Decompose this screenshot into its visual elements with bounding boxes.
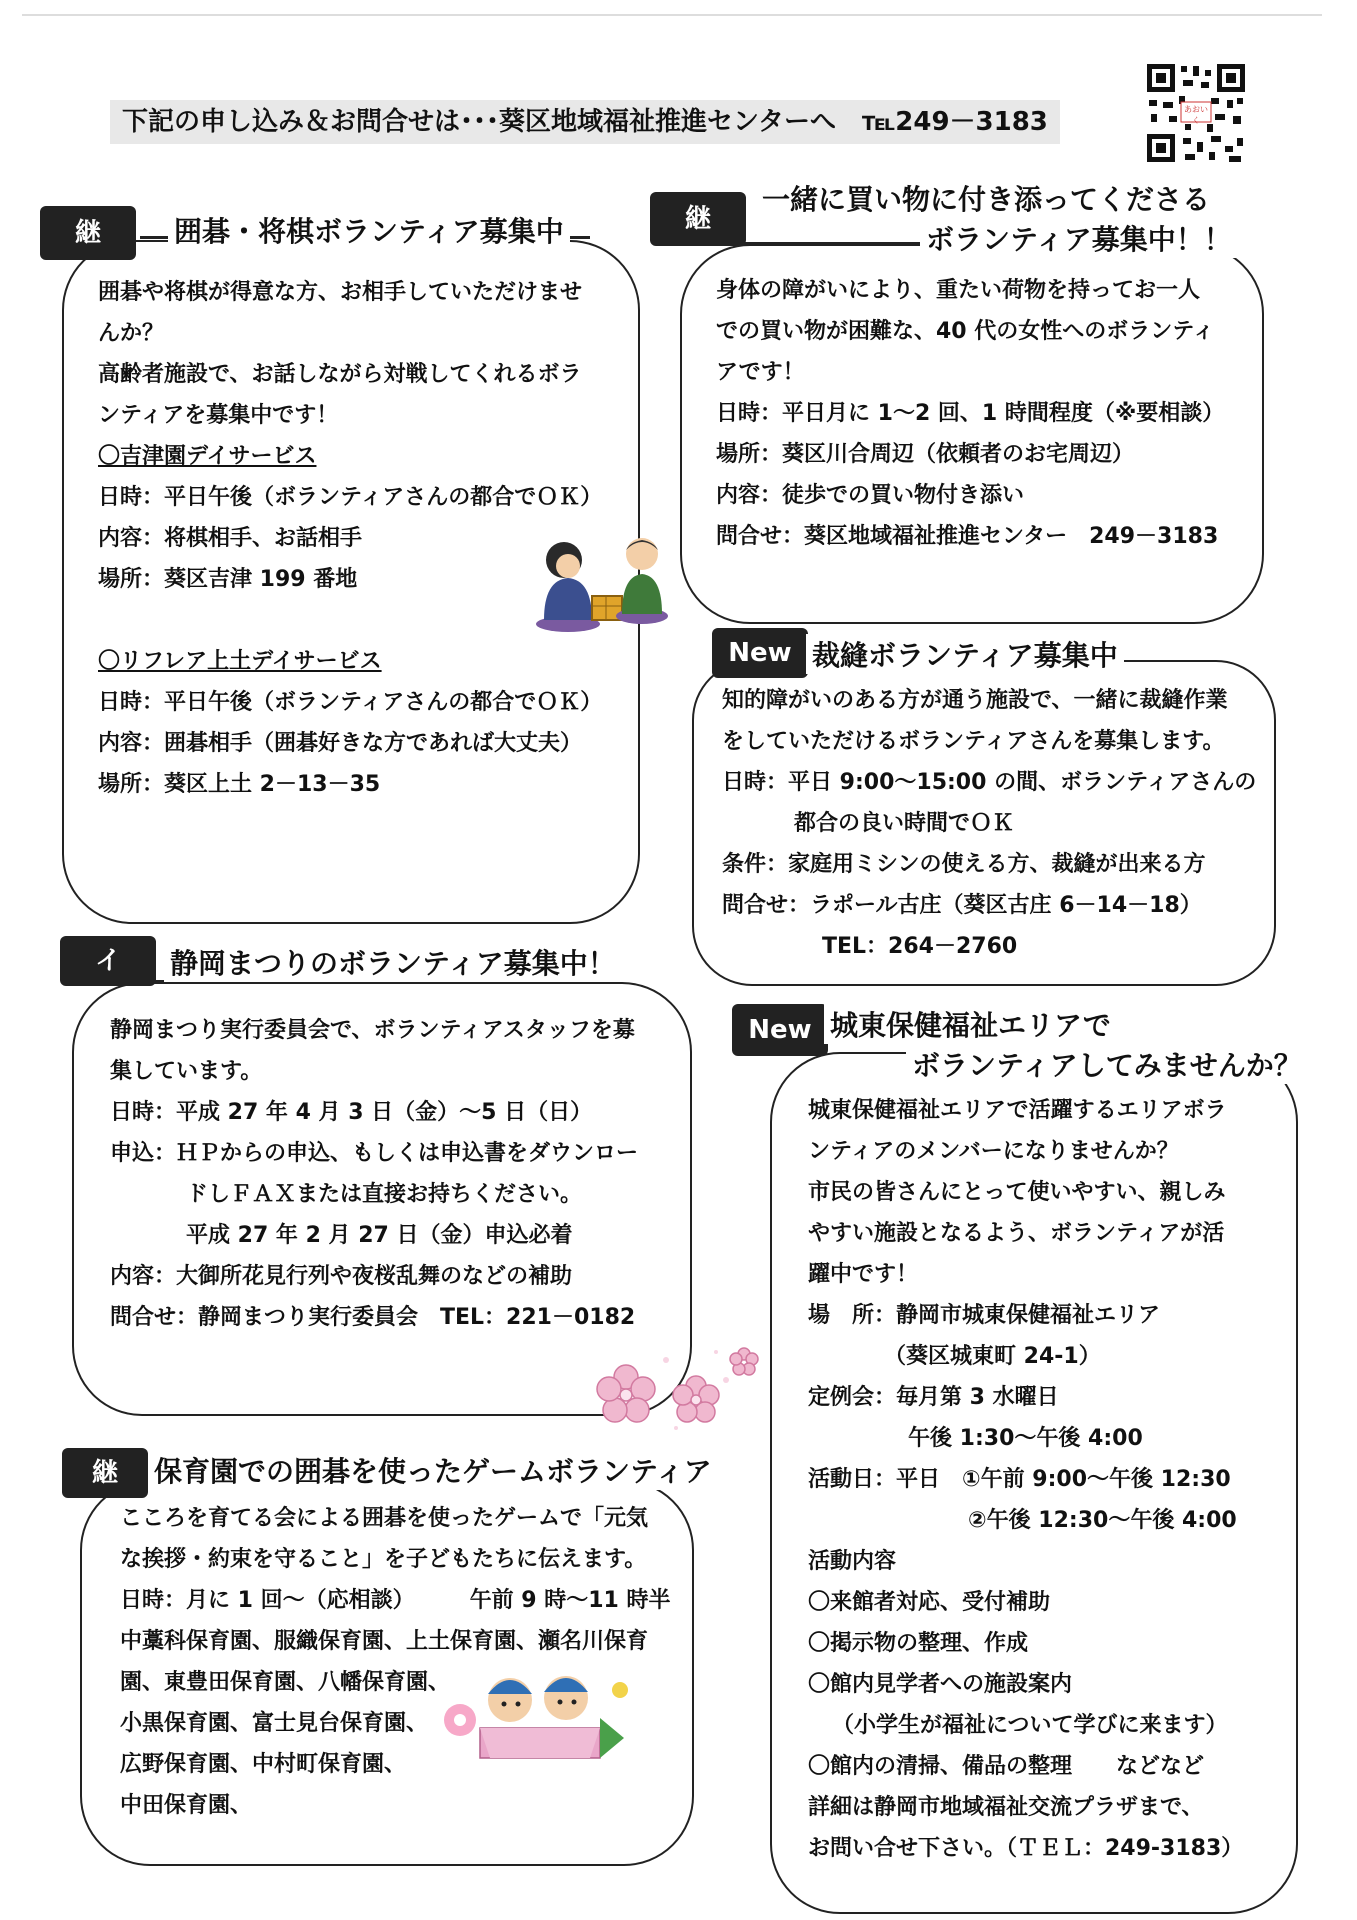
- festival-line: 集しています。: [110, 1059, 263, 1084]
- nursery-tag: 継: [62, 1448, 148, 1498]
- jotoh-line: お問い合せ下さい。（ＴＥＬ：249-3183）: [808, 1836, 1244, 1861]
- jotoh-line: 〇来館者対応、受付補助: [808, 1590, 1051, 1615]
- igo-line: 囲碁や将棋が得意な方、お相手していただけませ: [98, 280, 583, 305]
- igo-body: [98, 272, 602, 805]
- sewing-line: 知的障がいのある方が通う施設で、一緒に裁縫作業: [722, 688, 1228, 713]
- cherry-blossom-icon: [586, 1340, 766, 1440]
- igo-line: 内容：将棋相手、お話相手: [98, 526, 363, 551]
- qr-code-icon: [1145, 62, 1247, 164]
- nursery-line: 広野保育園、中村町保育園、: [120, 1752, 407, 1777]
- nursery-line: 小黒保育園、富士見台保育園、: [120, 1711, 429, 1736]
- festival-line: 内容：大御所花見行列や夜桜乱舞のなどの補助: [110, 1264, 573, 1289]
- sewing-title: 裁縫ボランティア募集中: [806, 634, 1124, 674]
- jotoh-line: 〇館内見学者への施設案内: [808, 1672, 1073, 1697]
- nursery-line: 中田保育園、: [120, 1793, 253, 1818]
- sewing-line: 日時：平日 9:00～15:00 の間、ボランティアさんの: [722, 770, 1257, 795]
- jotoh-line: 市民の皆さんにとって使いやすい、親しみ: [808, 1180, 1226, 1205]
- shopping-title-2: ボランティア募集中！！: [920, 218, 1238, 258]
- jotoh-tag: New: [732, 1004, 828, 1056]
- jotoh-line: 躍中です！: [808, 1262, 919, 1287]
- jotoh-line: やすい施設となるよう、ボランティアが活: [808, 1221, 1225, 1246]
- jotoh-line: 活動内容: [808, 1549, 897, 1574]
- jotoh-line: 詳細は静岡市地域福祉交流プラザまで、: [808, 1795, 1204, 1820]
- shopping-line: 身体の障がいにより、重たい荷物を持ってお一人: [716, 278, 1201, 303]
- shopping-line: での買い物が困難な、40 代の女性へのボランティ: [716, 319, 1215, 344]
- igo-line: 日時：平日午後（ボランティアさんの都合でＯＫ）: [98, 485, 603, 510]
- nursery-line: 園、東豊田保育園、八幡保育園、: [120, 1670, 451, 1695]
- jotoh-line: （小学生が福祉について学びに来ます）: [832, 1713, 1228, 1738]
- sewing-line: 問合せ：ラポール古庄（葵区古庄 6－14－18）: [722, 893, 1202, 918]
- igo-line: 高齢者施設で、お話しながら対戦してくれるボラ: [98, 362, 582, 387]
- nursery-line: 日時：月に 1 回～（応相談） 午前 9 時～11 時半: [120, 1588, 671, 1613]
- igo-line: 内容：囲碁相手（囲碁好きな方であれば大丈夫）: [98, 731, 583, 756]
- shopping-line: 問合せ：葵区地域福祉推進センター 249－3183: [716, 524, 1219, 549]
- jotoh-title-2: ボランティアしてみませんか？: [906, 1044, 1308, 1084]
- igo-line: 日時：平日午後（ボランティアさんの都合でＯＫ）: [98, 690, 603, 715]
- festival-line: ドしＦＡＸまたは直接お持ちください。: [186, 1182, 583, 1207]
- jotoh-line: ンティアのメンバーになりませんか？: [808, 1139, 1179, 1164]
- nursery-line: 中藁科保育園、服織保育園、上土保育園、瀬名川保育: [120, 1629, 649, 1654]
- sewing-line: TEL：264－2760: [822, 934, 1018, 959]
- shopping-line: 場所：葵区川合周辺（依頼者のお宅周辺）: [716, 442, 1135, 467]
- nursery-line: な挨拶・約束を守ること」を子どもたちに伝えます。: [120, 1547, 647, 1572]
- igo-line: [98, 600, 602, 641]
- festival-line: 平成 27 年 2 月 27 日（金）申込必着: [186, 1223, 573, 1248]
- festival-title: 静岡まつりのボランティア募集中！: [164, 942, 622, 982]
- igo-line: ンティアを募集中です！: [98, 403, 339, 428]
- igo-line: 場所：葵区吉津 199 番地: [98, 567, 358, 592]
- igo-tag: 継: [40, 206, 136, 260]
- jotoh-title-1: 城東保健福祉エリアで: [824, 1004, 1117, 1044]
- sewing-tag: New: [712, 628, 808, 678]
- children-illustration-icon: [440, 1660, 640, 1770]
- shopping-title-1: 一緒に買い物に付き添ってくださる: [756, 178, 1216, 218]
- qr-label: あおいく: [1184, 105, 1208, 125]
- jotoh-line: 城東保健福祉エリアで活躍するエリアボラ: [808, 1098, 1227, 1123]
- jotoh-line: 定例会：毎月第 3 水曜日: [808, 1385, 1059, 1410]
- top-rule: [22, 14, 1322, 16]
- jotoh-line: （葵区城東町 24-1）: [884, 1344, 1101, 1369]
- sewing-body: [722, 680, 1256, 967]
- festival-line: 問合せ：静岡まつり実行委員会 TEL：221－0182: [110, 1305, 636, 1330]
- contact-header: 下記の申し込み＆お問合せは･･･葵区地域福祉推進センターへ ℡249－3183: [110, 100, 1060, 144]
- shopping-tag: 継: [650, 192, 746, 246]
- festival-line: 静岡まつり実行委員会で、ボランティアスタッフを募: [110, 1018, 635, 1043]
- igo-facility-1: 〇吉津園デイサービス: [98, 444, 317, 469]
- jotoh-line: ②午後 12:30～午後 4:00: [968, 1508, 1237, 1533]
- shopping-line: 内容：徒歩での買い物付き添い: [716, 483, 1025, 508]
- festival-body: [110, 1010, 638, 1338]
- festival-tag: イ: [60, 936, 156, 986]
- shopping-line: 日時：平日月に 1～2 回、1 時間程度（※要相談）: [716, 401, 1225, 426]
- nursery-title: 保育園での囲碁を使ったゲームボランティア: [148, 1450, 718, 1490]
- igo-line: んか？: [98, 321, 165, 346]
- jotoh-line: 午後 1:30～午後 4:00: [908, 1426, 1143, 1451]
- jotoh-body: [808, 1090, 1243, 1869]
- nursery-line: こころを育てる会による囲碁を使ったゲームで「元気: [120, 1506, 649, 1531]
- sewing-line: 都合の良い時間でＯＫ: [794, 811, 1015, 836]
- jotoh-line: 〇館内の清掃、備品の整理 などなど: [808, 1754, 1205, 1779]
- jotoh-line: 場 所：静岡市城東保健福祉エリア: [808, 1303, 1161, 1328]
- jotoh-line: 活動日：平日 ①午前 9:00～午後 12:30: [808, 1467, 1231, 1492]
- igo-facility-2: 〇リフレア上土デイサービス: [98, 649, 382, 674]
- shopping-line: アです！: [716, 360, 805, 385]
- festival-line: 日時：平成 27 年 4 月 3 日（金）～5 日（日）: [110, 1100, 593, 1125]
- shogi-players-illustration-icon: [530, 520, 670, 640]
- igo-title: 囲碁・将棋ボランティア募集中: [168, 210, 570, 250]
- sewing-line: 条件：家庭用ミシンの使える方、裁縫が出来る方: [722, 852, 1206, 877]
- igo-line: 場所：葵区上土 2－13－35: [98, 772, 381, 797]
- sewing-line: をしていただけるボランティアさんを募集します。: [722, 729, 1225, 754]
- jotoh-line: 〇掲示物の整理、作成: [808, 1631, 1029, 1656]
- shopping-body: [716, 270, 1224, 557]
- festival-line: 申込：ＨＰからの申込、もしくは申込書をダウンロー: [110, 1141, 639, 1166]
